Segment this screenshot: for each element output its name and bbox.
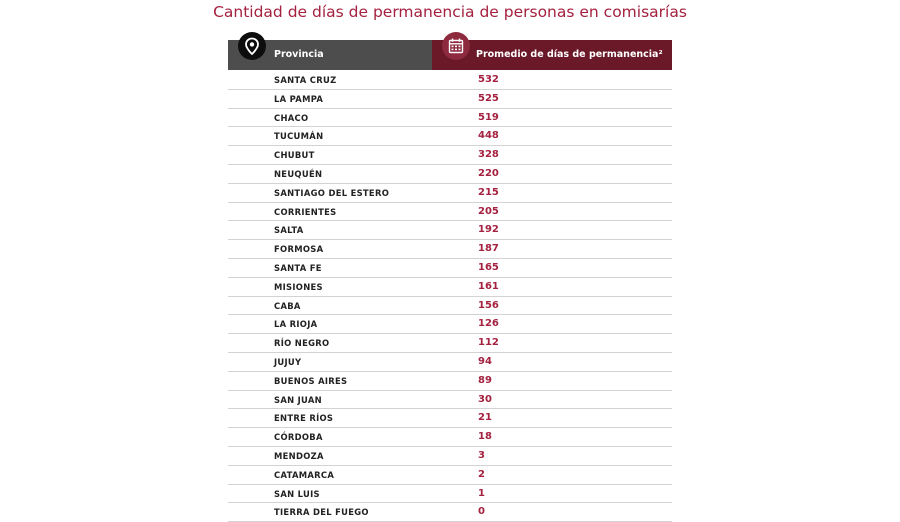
table-row xyxy=(228,165,672,184)
row-provincia: MISIONES xyxy=(274,281,323,292)
table-row xyxy=(228,447,672,466)
table-row xyxy=(228,409,672,428)
table-row xyxy=(228,146,672,165)
row-provincia: NEUQUÉN xyxy=(274,168,323,179)
row-provincia: TIERRA DEL FUEGO xyxy=(274,507,369,518)
table-body xyxy=(228,71,672,522)
table-row xyxy=(228,353,672,372)
row-provincia: SALTA xyxy=(274,225,304,236)
row-provincia: FORMOSA xyxy=(274,244,324,255)
row-valor: 215 xyxy=(478,186,499,198)
row-valor: 1 xyxy=(478,487,485,499)
table-row xyxy=(228,372,672,391)
table-row xyxy=(228,278,672,297)
row-valor: 192 xyxy=(478,224,499,236)
header-provincia xyxy=(228,40,432,70)
row-valor: 156 xyxy=(478,299,499,311)
row-provincia: JUJUY xyxy=(274,356,302,367)
table-row xyxy=(228,259,672,278)
row-provincia: SANTA FE xyxy=(274,262,322,273)
header-promedio xyxy=(432,40,672,70)
table-header xyxy=(228,40,672,70)
row-valor: 187 xyxy=(478,243,499,255)
row-valor: 165 xyxy=(478,261,499,273)
table-row xyxy=(228,90,672,109)
row-provincia: SANTA CRUZ xyxy=(274,75,337,85)
row-valor: 94 xyxy=(478,355,492,367)
row-provincia: BUENOS AIRES xyxy=(274,375,348,386)
table-row xyxy=(228,71,672,90)
table-row xyxy=(228,485,672,504)
table-row xyxy=(228,184,672,203)
row-valor: 328 xyxy=(478,149,499,161)
row-valor: 89 xyxy=(478,374,492,386)
row-provincia: MENDOZA xyxy=(274,450,324,461)
table-row xyxy=(228,203,672,222)
map-pin-icon xyxy=(238,32,266,60)
table-row xyxy=(228,466,672,485)
table-row xyxy=(228,391,672,410)
row-provincia: SAN LUIS xyxy=(274,488,320,499)
table-row xyxy=(228,127,672,146)
row-valor: 30 xyxy=(478,393,492,405)
row-provincia: CATAMARCA xyxy=(274,469,335,480)
row-provincia: SANTIAGO DEL ESTERO xyxy=(274,187,390,198)
row-provincia: ENTRE RÍOS xyxy=(274,413,334,424)
row-valor: 21 xyxy=(478,412,492,424)
row-valor: 126 xyxy=(478,318,499,330)
table-row xyxy=(228,334,672,353)
row-valor: 525 xyxy=(478,92,499,104)
table-row xyxy=(228,240,672,259)
row-valor: 519 xyxy=(478,111,499,123)
row-valor: 3 xyxy=(478,449,485,461)
row-provincia: SAN JUAN xyxy=(274,394,322,405)
calendar-icon xyxy=(442,32,470,60)
chart-title: Cantidad de días de permanencia de personas en comisarías xyxy=(213,3,687,21)
row-provincia: CÓRDOBA xyxy=(274,432,323,443)
row-valor: 448 xyxy=(478,130,499,142)
row-valor: 0 xyxy=(478,506,485,518)
row-provincia: CABA xyxy=(274,300,301,311)
table-row xyxy=(228,315,672,334)
row-valor: 220 xyxy=(478,167,499,179)
row-valor: 532 xyxy=(478,74,499,85)
header-promedio-label: Promedio de días de permanencia² xyxy=(476,49,663,60)
row-valor: 112 xyxy=(478,337,499,349)
row-provincia: LA PAMPA xyxy=(274,93,324,104)
table-row xyxy=(228,109,672,128)
row-provincia: CORRIENTES xyxy=(274,206,337,217)
header-provincia-label: Provincia xyxy=(274,49,324,60)
row-provincia: CHACO xyxy=(274,112,309,123)
row-provincia: LA RIOJA xyxy=(274,319,318,330)
table-row xyxy=(228,428,672,447)
row-valor: 205 xyxy=(478,205,499,217)
row-provincia: CHUBUT xyxy=(274,150,315,161)
table-row xyxy=(228,503,672,522)
row-provincia: RÍO NEGRO xyxy=(274,338,330,349)
row-valor: 18 xyxy=(478,431,492,443)
row-valor: 161 xyxy=(478,280,499,292)
table-row xyxy=(228,221,672,240)
row-provincia: TUCUMÁN xyxy=(274,131,324,142)
table-row xyxy=(228,297,672,316)
row-valor: 2 xyxy=(478,468,485,480)
